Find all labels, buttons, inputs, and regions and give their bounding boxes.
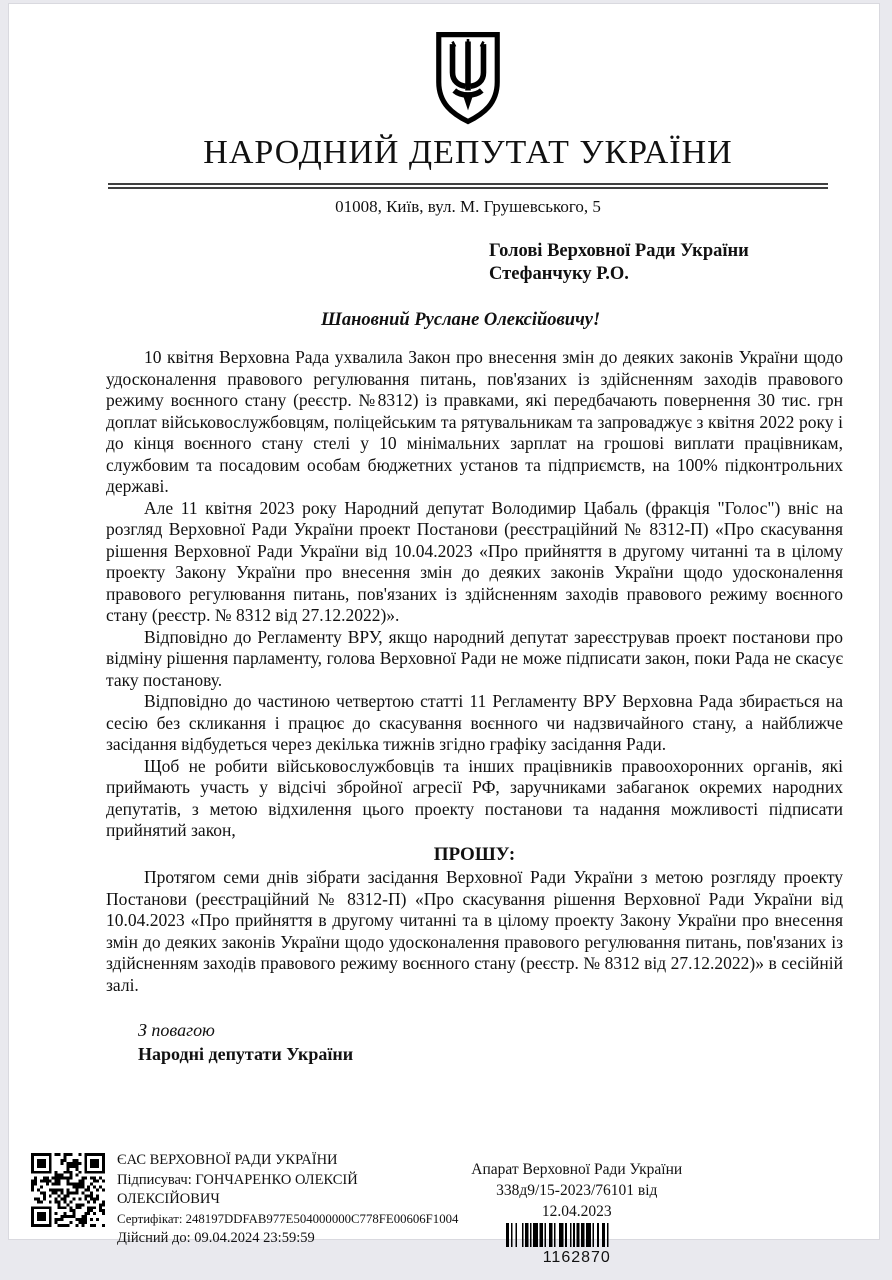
validity-line: Дійсний до: 09.04.2024 23:59:59 [117, 1230, 315, 1246]
signoff-signers: Народні депутати України [138, 1044, 354, 1064]
paragraph: Відповідно до Регламенту ВРУ, якщо народний депутат зареєстрував проект постанови про відміну рішення парламенту, голова Верховної Ради не може підписати закон, поки Рада не скасує таку постанову. [106, 626, 843, 690]
signer-line: Підписувач: ГОНЧАРЕНКО ОЛЕКСІЙ ОЛЕКСІЙОВИЧ [117, 1171, 358, 1207]
paragraph: Але 11 квітня 2023 року Народний депутат Володимир Цабаль (фракція "Голос") вніс на розгляд Верховної Ради України проект Постанови (реєстраційний № 8312-П) «Про скасування рішення Верховної Ради України від 10.04.2023 «Про прийняття в другому читанні та в цілому проекту Закону України про внесення змін до деяких законів України щодо удосконалення правового регулювання питань, пов'язаних із здійсненням заходів правового режиму воєнного стану (реєстр. № 8312 від 27.12.2022)». [106, 497, 843, 625]
request-paragraph: Протягом семи днів зібрати засідання Верховної Ради України з метою розгляду проекту Постанови (реєстраційний № 8312-П) «Про скасування рішення Верховної Ради України від 10.04.2023 «Про прийняття в другому читанні та в цілому проекту Закону України про внесення змін до деяких законів України щодо удосконалення правового регулювання питань, пов'язаних із здійсненням заходів правового режиму воєнного стану (реєстр. № 8312 від 27.12.2022)» в сесійній залі. [106, 867, 843, 995]
letter-page [8, 3, 880, 1266]
qr-code [31, 1153, 105, 1227]
registration-stamp [461, 1147, 693, 1268]
registration-number: 338д9/15-2023/76101 від 12.04.2023 [496, 1182, 658, 1220]
paragraph: Щоб не робити військовослужбовців та інших працівників правоохоронних органів, які приймають участь у відсічі збройної агресії РФ, заручниками забаганок окремих народних депутатів, з метою відхилення цього проекту постанови та надання можливості підписати прийнятий закон, [106, 755, 843, 840]
letterhead [108, 4, 828, 217]
paragraph: 10 квітня Верховна Рада ухвалила Закон про внесення змін до деяких законів України щодо удосконалення правового регулювання питань, пов'язаних із здійсненням заходів правового режиму воєнного стану (реєстр. №8312) із правками, які передбачають повернення 30 тис. грн доплат військовослужбовцям, поліцейським та рятувальникам та запроваджує з квітня 2022 року і до кінця воєнного стану стелі у 10 мінімальних зарплат на грошові виплати працівникам, службовим та посадовим особам бюджетних установ та підприємств, на 100% підконтрольних державі. [106, 347, 843, 496]
addressee-block [489, 240, 879, 286]
digital-signature-footer [29, 1147, 879, 1268]
salutation: Шановний Руслане Олексійовичу! [321, 310, 601, 330]
double-rule-divider [108, 183, 828, 189]
signature-details [117, 1147, 461, 1249]
signature-block [138, 1018, 879, 1066]
barcode-number: 1162870 [542, 1249, 611, 1266]
signoff-regards: З повагою [138, 1020, 215, 1040]
coat-of-arms-ukraine-icon [425, 30, 511, 132]
apparatus-title: Апарат Верховної Ради України [471, 1161, 683, 1178]
addressee-name: Стефанчуку Р.О. [489, 264, 629, 284]
eas-title: ЄАС ВЕРХОВНОЇ РАДИ УКРАЇНИ [117, 1152, 338, 1168]
request-heading: ПРОШУ: [433, 843, 516, 865]
barcode [506, 1223, 648, 1247]
page-title: НАРОДНИЙ ДЕПУТАТ УКРАЇНИ [203, 134, 733, 171]
certificate-line: Сертифікат: 248197DDFAB977E504000000C778FE00606F1004 [117, 1211, 459, 1226]
addressee-title: Голові Верховної Ради України [489, 241, 749, 261]
paragraph: Відповідно до частиною четвертою статті 11 Регламенту ВРУ Верховна Рада збирається на сесію без скликання і працює до скасування воєнного чи надзвичайного стану, а найближче засідання відбудеться через декілька тижнів згідно графіку засідання Ради. [106, 691, 843, 754]
letter-body [106, 347, 843, 996]
letterhead-address: 01008, Київ, вул. М. Грушевського, 5 [335, 197, 601, 216]
